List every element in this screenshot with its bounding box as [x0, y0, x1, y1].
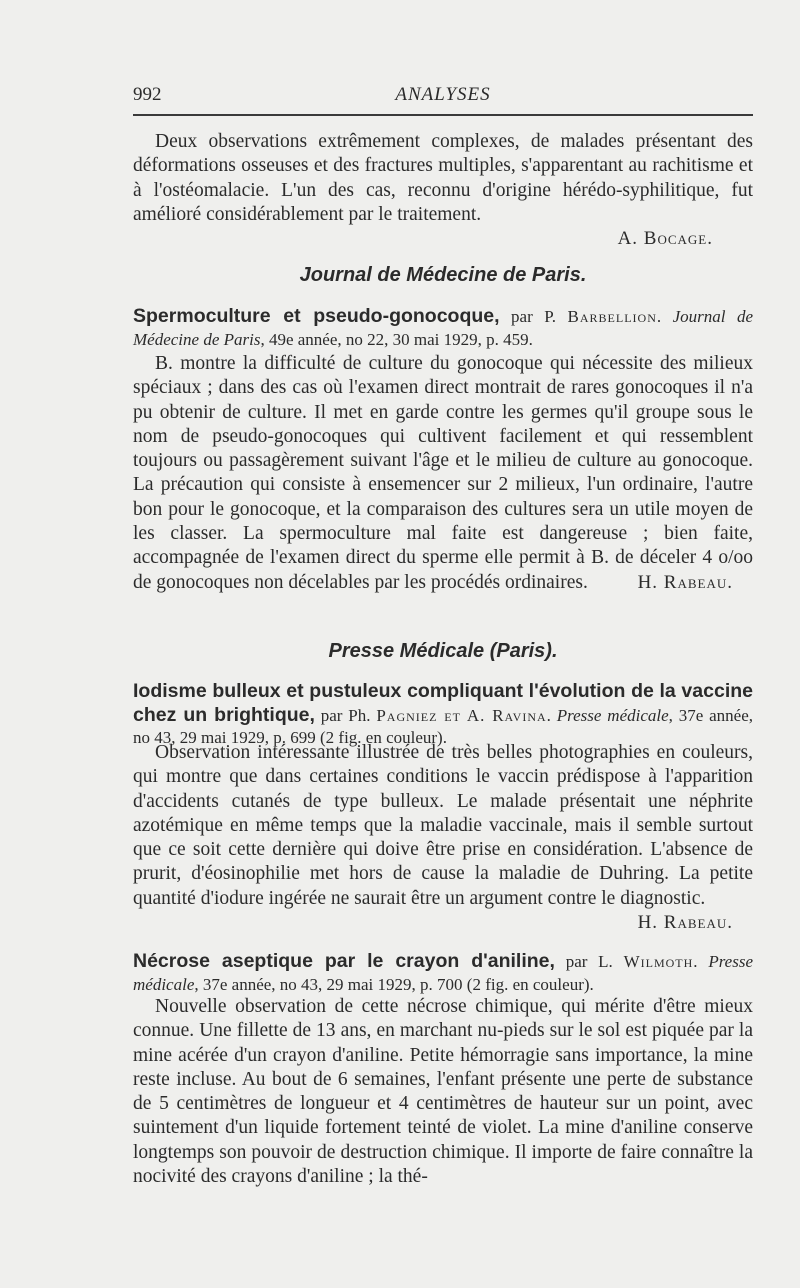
article-heading-spermoculture: Spermoculture et pseudo-gonocoque, par P. Barbellion. Journal de Médecine de Paris, 49e année, no 22, 30 mai 1929, p. 459. [133, 305, 754, 349]
article-title: Iodisme bulleux et pustuleux compliquant l'évolution de la vaccine chez un brightique, [133, 680, 753, 726]
page-number: 992 [133, 84, 162, 105]
article-heading-necrose: Nécrose aseptique par le crayon d'aniline, par L. Wilmoth. Presse médicale, 37e année, no 43, 29 mai 1929, p. 700 (2 fig. en couleur). [133, 950, 754, 994]
journal-heading-presse-medicale: Presse Médicale (Paris). [328, 640, 558, 662]
article-paragraph: Observation intéressante illustrée de très belles photographies en couleurs, qui montre que dans certaines conditions le vaccin prédispose à l'apparition d'accidents cutanés de type bulleux. Le malade présentait une néphrite azotémique en même temps que la maladie vaccinale, mais il semble surtout que ce soit cette dernière qui doive être prise en considération. L'absence de prurit, d'éosinophilie met hors de cause la maladie de Duhring. La petite quantité d'iodure ingérée ne saurait être un argument contre le diagnostic. [133, 742, 753, 909]
intro-paragraph: Deux observations extrêmement complexes, de malades présentant des déformations osseuses et des fractures multiples, s'apparentant au rachitisme et à l'ostéomalacie. L'un des cas, reconnu d'origine hérédo-syphilitique, fut amélioré considérablement par le traitement. [133, 131, 753, 225]
article-body-iodisme [133, 741, 753, 935]
intro-signature: A. Bocage. [617, 228, 713, 250]
article-source: Presse médicale [556, 705, 669, 725]
article-author: Wilmoth [623, 952, 694, 971]
article-details: , 37e année, no 43, 29 mai 1929, p. 700 (2 fig. en couleur). [194, 974, 594, 994]
article-signature: H. Rabeau. [637, 912, 733, 934]
intro-paragraph-block [133, 130, 753, 251]
page-header [133, 84, 753, 106]
article-author: Pagniez et A. Ravina [376, 705, 547, 725]
running-title: ANALYSES [395, 84, 491, 105]
article-source: Presse médicale [133, 952, 754, 994]
header-rule [133, 114, 753, 116]
article-details: , 49e année, no 22, 30 mai 1929, p. 459. [260, 329, 533, 349]
journal-heading-medecine-paris: Journal de Médecine de Paris. [299, 264, 587, 286]
article-signature: H. Rabeau. [637, 571, 733, 593]
article-body-necrose [133, 995, 753, 1189]
article-title: Nécrose aseptique par le crayon d'aniline, [133, 950, 555, 972]
article-title: Spermoculture et pseudo-gonocoque, [133, 305, 500, 327]
article-details: , 37e année, no 43, 29 mai 1929, p. 699 (2 fig. en couleur). [133, 705, 754, 747]
article-paragraph: Nouvelle observation de cette nécrose chimique, qui mérite d'être mieux connue. Une fillette de 13 ans, en marchant nu-pieds sur le sol est piquée par la mine acérée d'un crayon d'aniline. Petite hémorragie sans importance, la mine reste incluse. Au bout de 6 semaines, l'enfant présente une perte de substance de 5 centimètres de longueur et 4 centimètres de hauteur sur un point, avec suintement d'un liquide fortement teinté de violet. La mine d'aniline conserve longtemps son pouvoir de destruction chimique. Il importe de faire connaître la nocivité des crayons d'aniline ; la thé- [133, 996, 753, 1188]
article-body-spermoculture [133, 352, 753, 595]
article-heading-iodisme: Iodisme bulleux et pustuleux compliquant l'évolution de la vaccine chez un brightique, par Ph. Pagniez et A. Ravina. Presse médicale, 37e année, no 43, 29 mai 1929, p. 699 (2 fig. en couleur). [133, 680, 754, 747]
article-author: Barbellion [567, 307, 657, 326]
article-source: Journal de Médecine de Paris [133, 307, 754, 349]
article-paragraph: B. montre la difficulté de culture du gonocoque qui nécessite des milieux spéciaux ; dans des cas où l'examen direct montrait de rares gonocoques il n'a pu obtenir de culture. Il met en garde contre les germes qu'il groupe sous le nom de pseudo-gonocoques qui cultivent facilement et qui ressemblent toujours ou passagèrement suivant l'âge et le milieu de culture au gonocoque. La précaution qui consiste à ensemencer sur 2 milieux, l'un ordinaire, l'autre bon pour le gonocoque, et la comparaison des cultures sera un utile moyen de les classer. La spermoculture mal faite est dangereuse ; bien faite, accompagnée de l'examen direct du sperme elle permit à B. de déceler 4 o/oo de gonocoques non décelables par les procédés ordinaires. [133, 353, 753, 593]
